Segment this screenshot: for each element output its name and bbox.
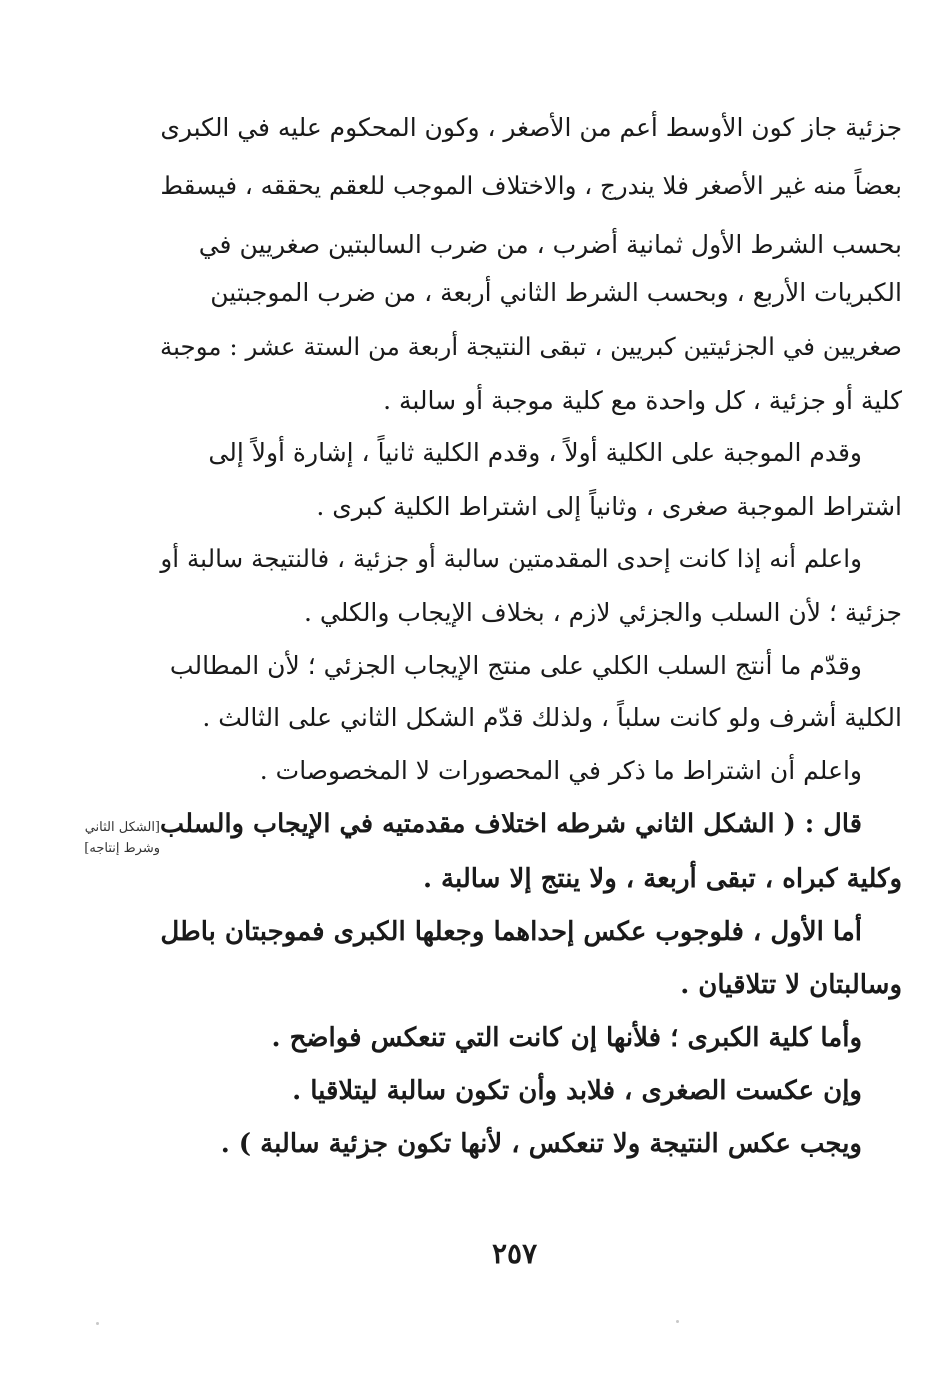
text-line: الكلية أشرف ولو كانت سلباً ، ولذلك قدّم الشكل الثاني على الثالث . <box>202 703 902 732</box>
text-line: الكبريات الأربع ، وبحسب الشرط الثاني أربعة ، من ضرب الموجبتين <box>210 278 902 307</box>
quote-line: قال : ( الشكل الثاني شرطه اختلاف مقدمتيه في الإيجاب والسلب <box>159 809 862 839</box>
quote-line: وسالبتان لا تتلاقيان . <box>680 970 902 1000</box>
text-line: بحسب الشرط الأول ثمانية أضرب ، من ضرب السالبتين صغريين في <box>198 230 902 259</box>
text-line: واعلم أن اشتراط ما ذكر في المحصورات لا المخصوصات . <box>259 756 862 785</box>
quote-line: ويجب عكس النتيجة ولا تنعكس ، لأنها تكون جزئية سالبة ) . <box>220 1129 862 1159</box>
page-number: ٢٥٧ <box>492 1237 538 1270</box>
margin-note <box>56 818 160 860</box>
text-line: واعلم أنه إذا كانت إحدى المقدمتين سالبة أو جزئية ، فالنتيجة سالبة أو <box>160 544 862 573</box>
quote-line: أما الأول ، فلوجوب عكس إحداهما وجعلها الكبرى فموجبتان باطل <box>160 917 862 947</box>
text-line: وقدّم ما أنتج السلب الكلي على منتج الإيجاب الجزئي ؛ لأن المطالب <box>169 651 862 680</box>
text-line: كلية أو جزئية ، كل واحدة مع كلية موجبة أو سالبة . <box>383 386 902 415</box>
quote-line: وإن عكست الصغرى ، فلابد وأن تكون سالبة ليتلاقيا . <box>292 1076 862 1106</box>
text-line: جزئية ؛ لأن السلب والجزئي لازم ، بخلاف الإيجاب والكلي . <box>304 598 902 627</box>
margin-note-line: [الشكل الثاني <box>84 820 160 835</box>
text-line: صغريين في الجزئيتين كبريين ، تبقى النتيجة أربعة من الستة عشر : موجبة <box>159 332 902 361</box>
margin-note-line: وشرط إنتاجه] <box>84 840 160 856</box>
quote-line: وأما كلية الكبرى ؛ فلأنها إن كانت التي تنعكس فواضح . <box>271 1023 862 1053</box>
text-line: جزئية جاز كون الأوسط أعم من الأصغر ، وكون المحكوم عليه في الكبرى <box>160 113 902 142</box>
quote-line: وكلية كبراه ، تبقى أربعة ، ولا ينتج إلا سالبة . <box>422 864 902 894</box>
text-line: وقدم الموجبة على الكلية أولاً ، وقدم الكلية ثانياً ، إشارة أولاً إلى <box>208 438 862 467</box>
text-line: اشتراط الموجبة صغرى ، وثانياً إلى اشتراط الكلية كبرى . <box>316 492 902 521</box>
scan-speck <box>676 1320 679 1323</box>
text-line: بعضاً منه غير الأصغر فلا يندرج ، والاختلاف الموجب للعقم يحققه ، فيسقط <box>160 171 902 200</box>
scan-speck <box>96 1322 99 1325</box>
